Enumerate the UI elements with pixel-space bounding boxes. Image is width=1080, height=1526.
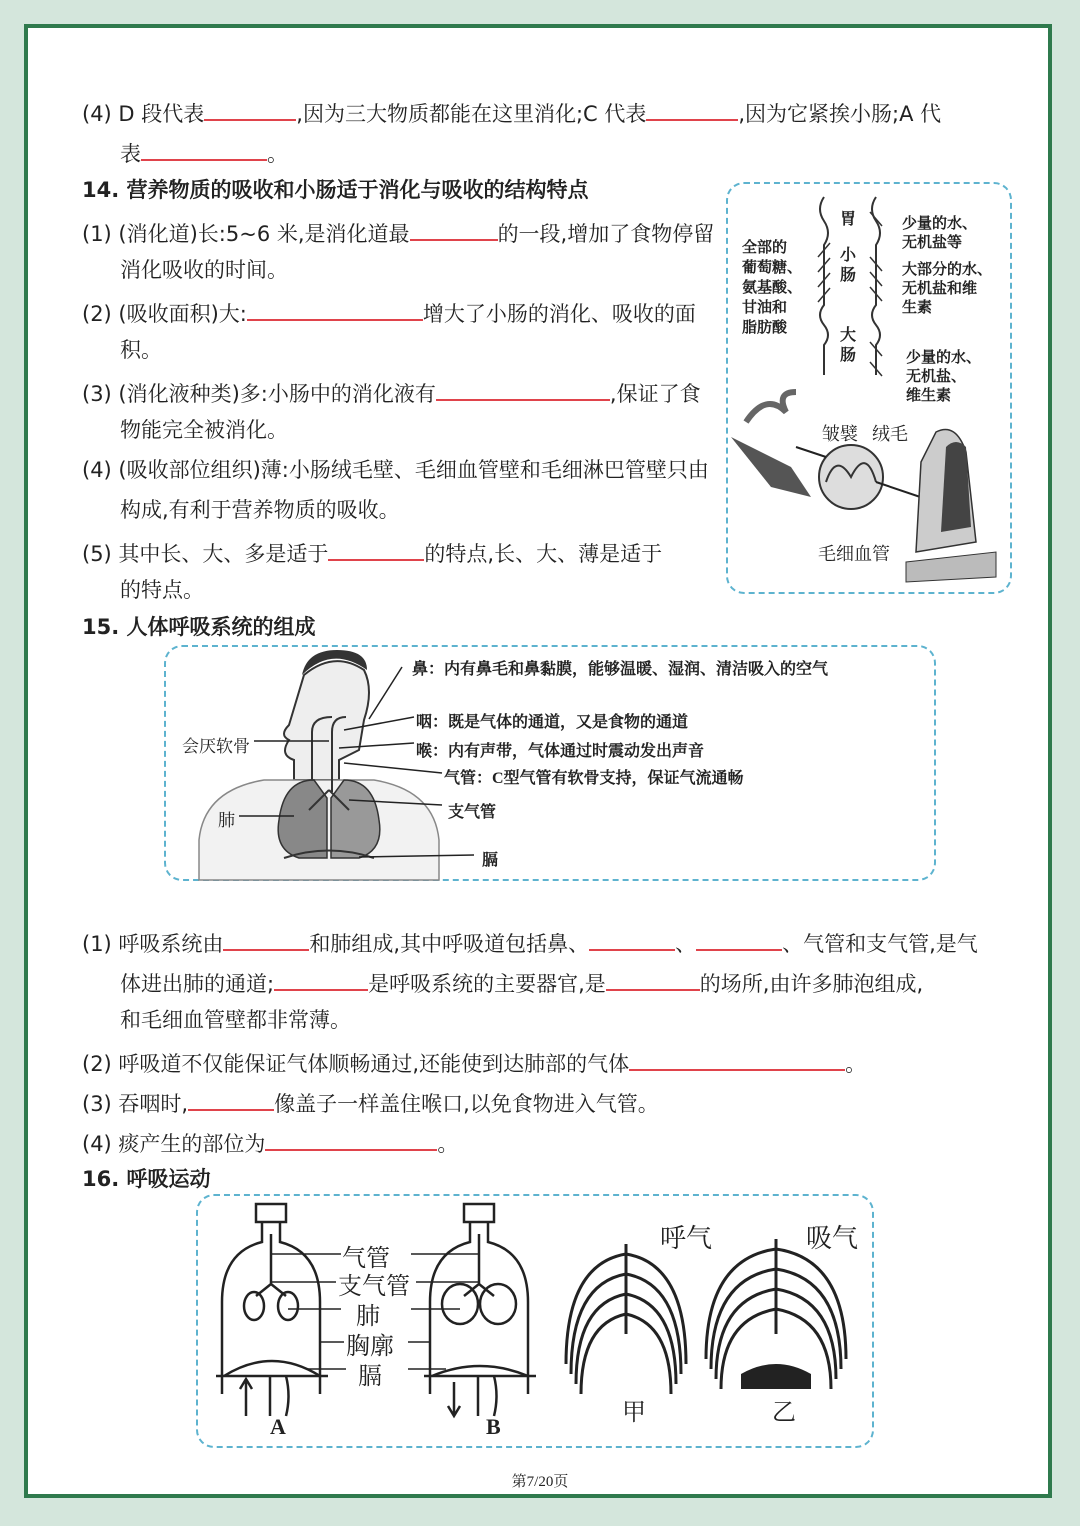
q16-title: 16. 呼吸运动 [82,1167,211,1191]
blank[interactable] [606,965,700,991]
blank[interactable] [247,295,423,321]
label-left-2: 葡萄糖、 [742,260,803,276]
q13-4-line2: 表 。 [120,135,288,169]
label-yi: 乙 [772,1400,796,1426]
label-right-2a: 大部分的水、 [902,262,993,278]
label-bronchus: 支气管 [448,804,497,821]
q15-p1: (1) 呼吸系统由 和肺组成,其中呼吸道包括鼻、 、 、气管和支气管,是气 [82,925,978,959]
blank[interactable] [204,95,296,121]
label-jar-trachea: 气管 [342,1246,390,1272]
label-trachea: 气管：C型气管有软骨支持，保证气流通畅 [444,770,744,787]
blank[interactable] [629,1045,845,1071]
label-right-2b: 无机盐和维 [902,281,978,297]
blank[interactable] [589,925,675,951]
respiratory-figure [164,645,936,881]
blank[interactable] [410,215,498,241]
q15-p3: (3) 吞咽时, 像盖子一样盖住喉口,以免食物进入气管。 [82,1085,659,1119]
label-left-5: 脂肪酸 [742,320,788,336]
q15-p1-line2: 体进出肺的通道; 是呼吸系统的主要器官,是 的场所,由许多肺泡组成, [120,965,923,999]
q14-title: 14. 营养物质的吸收和小肠适于消化与吸收的结构特点 [82,178,589,202]
label-small-intestine-2: 肠 [840,267,857,284]
label-right-3a: 少量的水、 [906,350,982,366]
label-pharynx: 咽：既是气体的通道，又是食物的通道 [416,714,689,731]
label-right-1a: 少量的水、 [902,216,978,232]
label-large-intestine-1: 大 [840,327,857,344]
blank[interactable] [274,965,368,991]
q13-4-line1: (4) D 段代表 ,因为三大物质都能在这里消化;C 代表 ,因为它紧挨小肠;A 代 [82,95,941,129]
blank[interactable] [328,535,424,561]
q14-p4: (4) (吸收部位组织)薄:小肠绒毛壁、毛细血管壁和毛细淋巴管壁只由 [82,458,709,482]
q15-p2: (2) 呼吸道不仅能保证气体顺畅通过,还能使到达肺部的气体 。 [82,1045,866,1079]
label-left-4: 甘油和 [742,300,788,316]
blank[interactable] [436,375,610,401]
label-right-3c-clip [906,384,952,404]
label-jar-diaphragm: 膈 [358,1364,382,1390]
blank[interactable] [696,925,782,951]
label-small-intestine-1: 小 [840,247,857,264]
q14-p1: (1) (消化道)长:5~6 米,是消化道最 的一段,增加了食物停留 [82,215,714,249]
label-diaphragm: 膈 [482,852,499,869]
q14-p3-cont: 物能完全被消化。 [120,418,288,442]
q15-p4: (4) 痰产生的部位为 。 [82,1125,458,1159]
q15-title: 15. 人体呼吸系统的组成 [82,615,316,639]
q15-p1-line3: 和毛细血管壁都非常薄。 [120,1008,351,1032]
label-left-3: 氨基酸、 [742,280,803,296]
label-jar-thorax: 胸廓 [346,1334,394,1360]
q14-p1-cont: 消化吸收的时间。 [120,258,288,282]
q14-p2: (2) (吸收面积)大: 增大了小肠的消化、吸收的面 [82,295,696,329]
label-larynx: 喉：内有声带，气体通过时震动发出声音 [416,743,705,760]
label-epiglottis: 会厌软骨 [182,737,250,756]
blank[interactable] [223,925,309,951]
blank[interactable] [265,1125,437,1151]
label-large-intestine-2: 肠 [840,347,857,364]
blank[interactable] [141,135,267,161]
blank[interactable] [188,1085,274,1111]
label-jar-bronchus: 支气管 [338,1274,410,1300]
label-right-3b: 无机盐、 [906,369,967,385]
page-number: 第7/20页 [511,1474,569,1490]
q14-p2-cont: 积。 [120,338,162,362]
label-lung: 肺 [218,811,235,830]
label-inhale: 吸气 [806,1224,859,1253]
label-stomach: 胃 [840,211,857,228]
q14-p5: (5) 其中长、大、多是适于 的特点,长、大、薄是适于 [82,535,662,569]
label-right-3c: 维生素 [906,388,952,404]
q14-p5-cont: 的特点。 [120,578,204,602]
label-jar-b: B [486,1414,501,1439]
label-jia: 甲 [622,1400,646,1426]
label-exhale: 呼气 [660,1224,713,1253]
label-right-2c: 生素 [902,300,933,316]
blank[interactable] [646,95,738,121]
label-nose: 鼻：内有鼻毛和鼻黏膜，能够温暖、湿润、清洁吸入的空气 [412,661,829,678]
label-capillary: 毛细血管 [818,544,890,564]
label-jar-lung: 肺 [356,1304,380,1330]
label-left-1: 全部的 [742,240,788,256]
label-fold: 皱襞 [822,424,858,444]
q14-p4-cont: 构成,有利于营养物质的吸收。 [120,498,400,522]
label-jar-a: A [270,1414,286,1439]
label-right-1b: 无机盐等 [902,235,963,251]
label-villus: 绒毛 [872,424,908,444]
q14-p3: (3) (消化液种类)多:小肠中的消化液有 ,保证了食 [82,375,701,409]
